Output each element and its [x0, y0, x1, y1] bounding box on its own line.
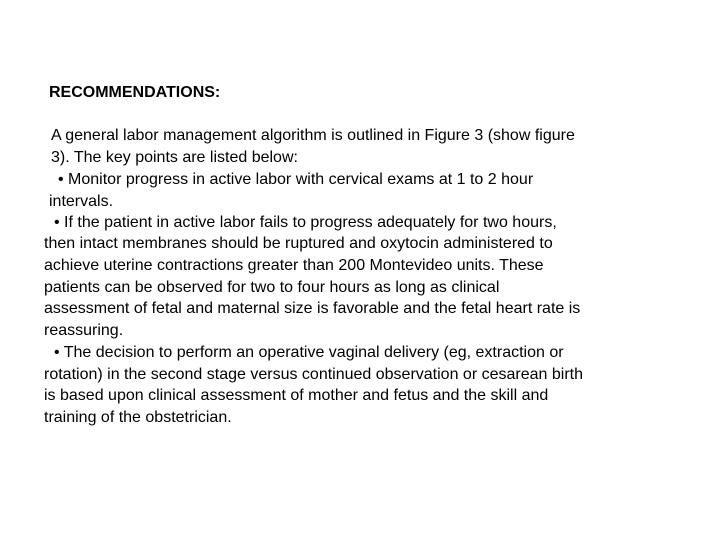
section-heading: RECOMMENDATIONS: [49, 84, 221, 101]
bullet-line: • The decision to perform an operative vaginal delivery (eg, extraction or [54, 344, 564, 361]
body-text-line: achieve uterine contractions greater than 200 Montevideo units. These [44, 257, 544, 274]
body-text-line: reassuring. [44, 322, 124, 339]
body-text-line: rotation) in the second stage versus continued observation or cesarean birth [44, 366, 583, 383]
body-text-line: assessment of fetal and maternal size is favorable and the fetal heart rate is [44, 300, 581, 317]
body-text-line: intervals. [49, 193, 114, 210]
body-text-line: is based upon clinical assessment of mother and fetus and the skill and [44, 387, 549, 404]
body-text-line: A general labor management algorithm is outlined in Figure 3 (show figure [51, 127, 575, 144]
body-text-line: patients can be observed for two to four hours as long as clinical [44, 279, 500, 296]
bullet-line: • Monitor progress in active labor with cervical exams at 1 to 2 hour [58, 171, 534, 188]
bullet-line: • If the patient in active labor fails to progress adequately for two hours, [54, 214, 557, 231]
body-text-line: 3). The key points are listed below: [51, 149, 298, 166]
body-text-line: training of the obstetrician. [44, 409, 232, 426]
body-text-line: then intact membranes should be ruptured and oxytocin administered to [44, 235, 553, 252]
